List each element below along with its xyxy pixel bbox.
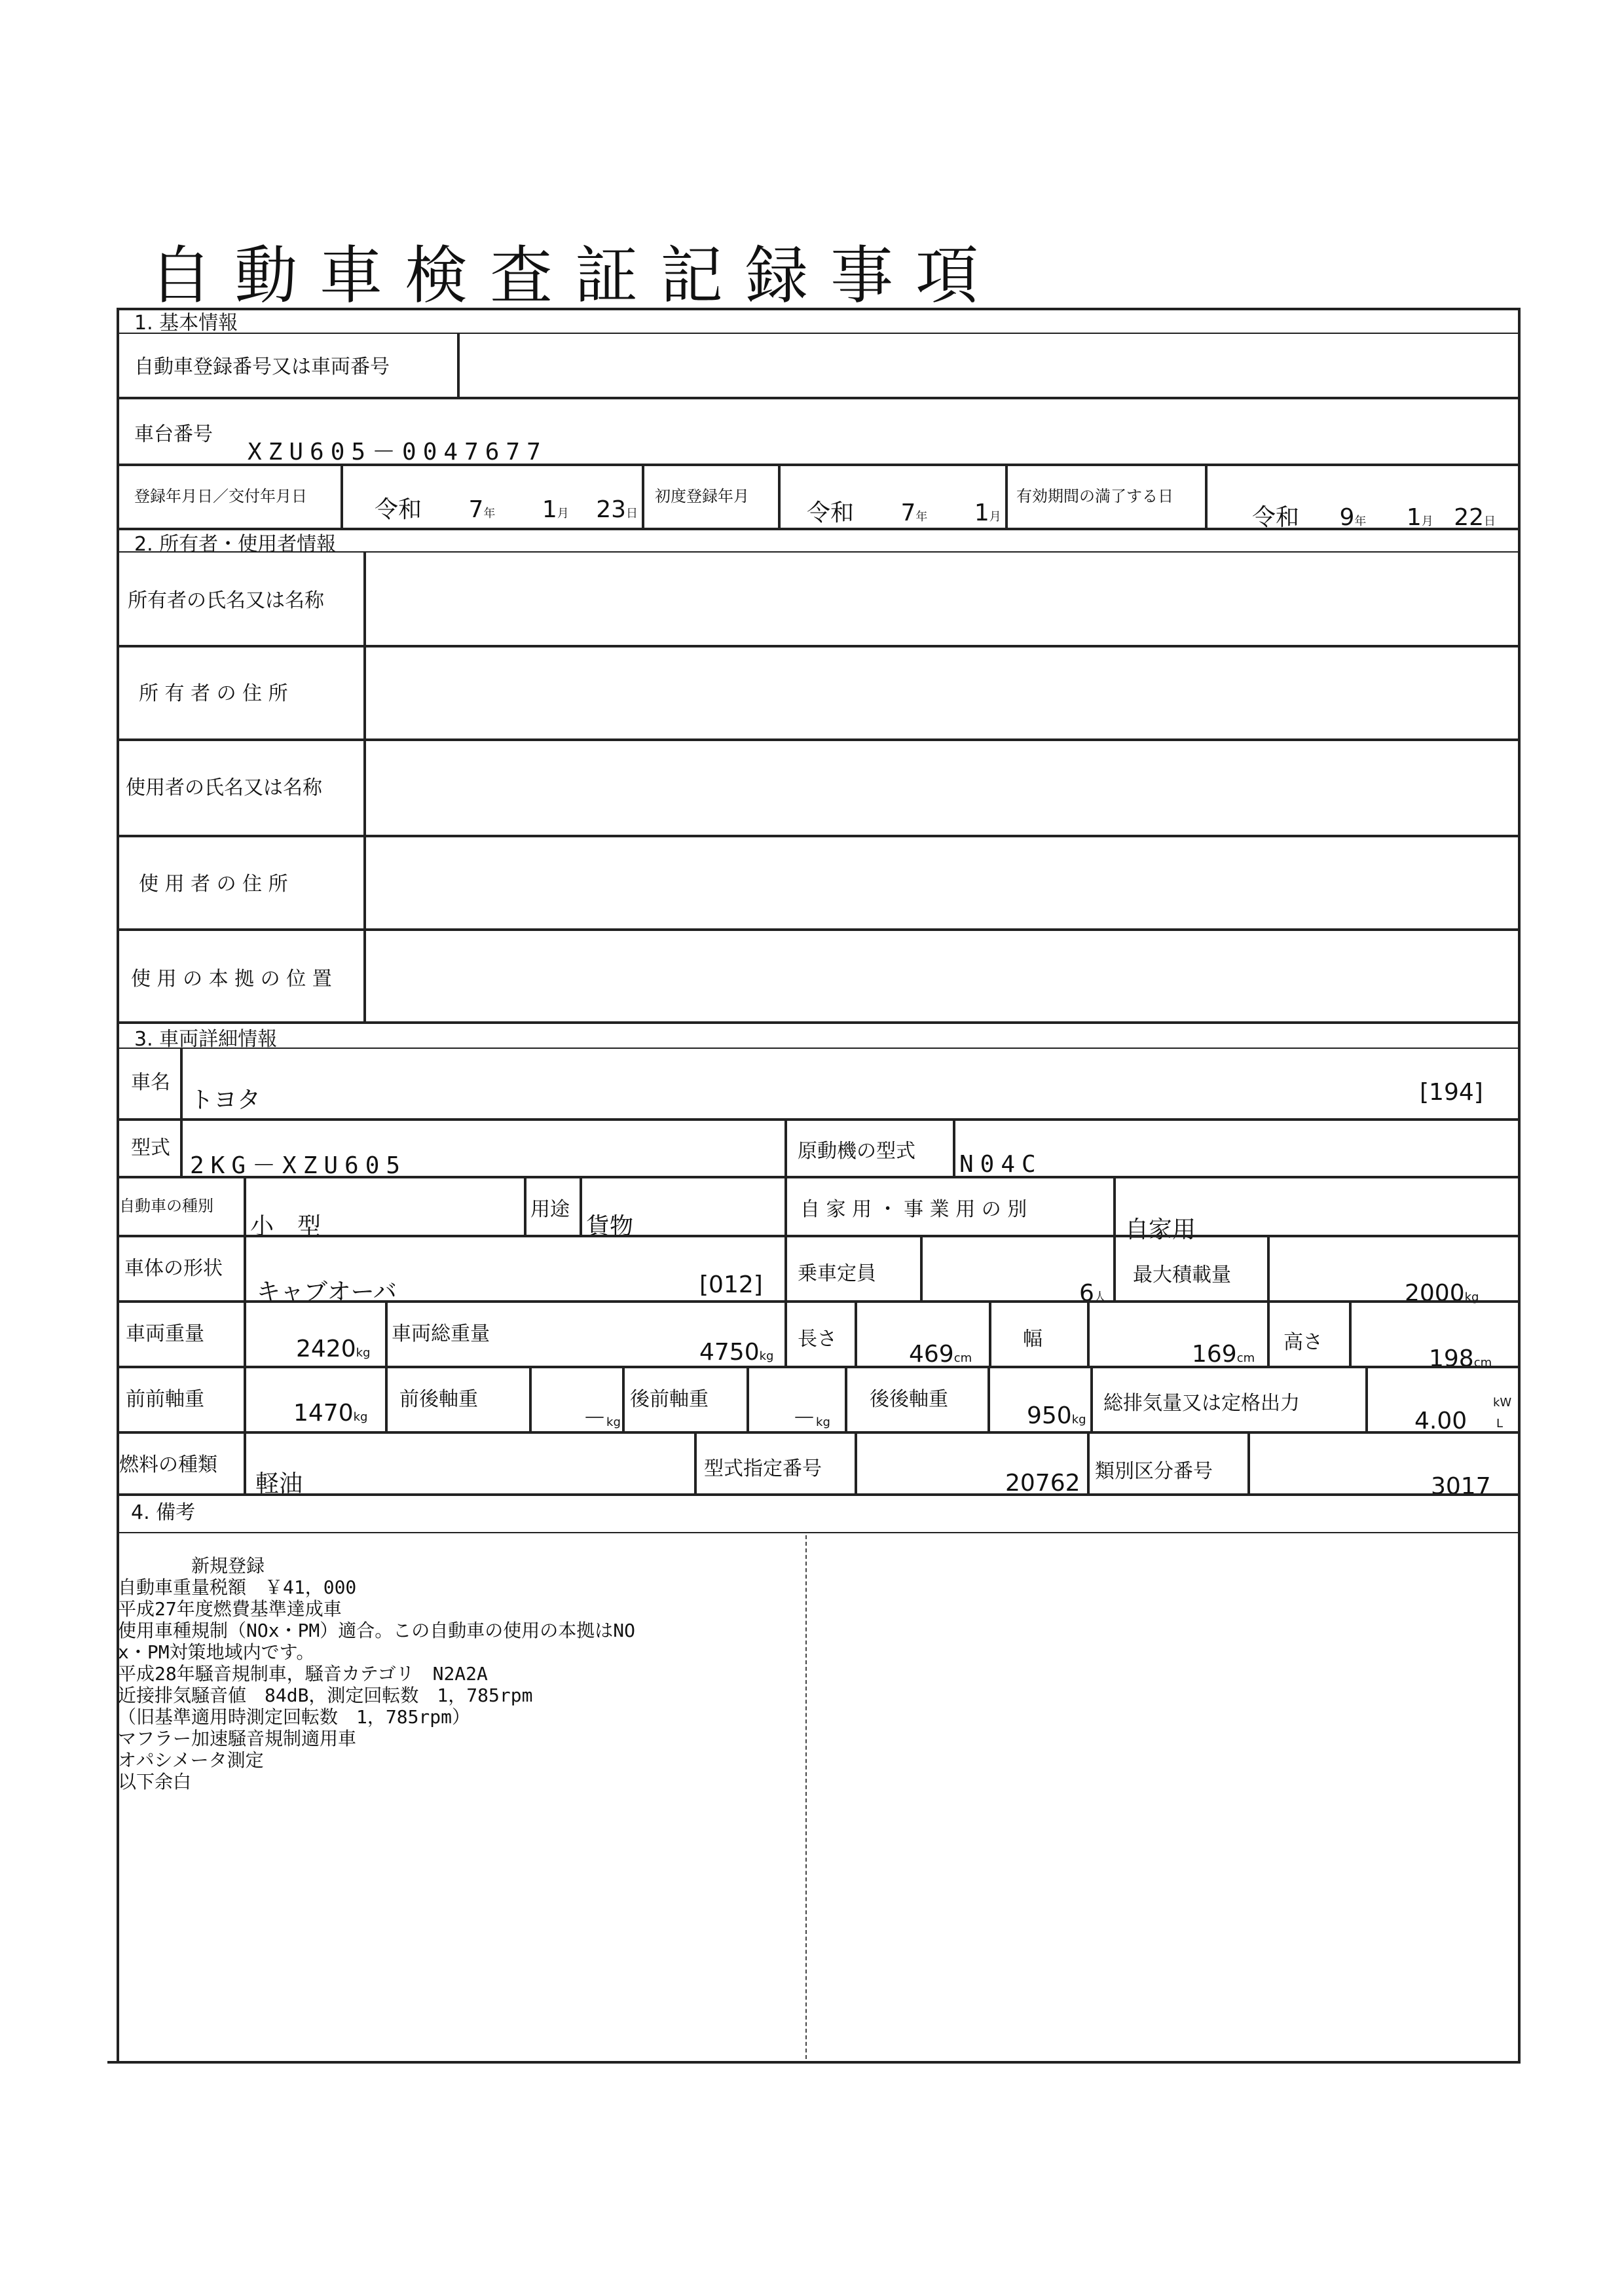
rule	[457, 333, 460, 398]
cm-unit: cm	[953, 1351, 972, 1365]
cm-unit: cm	[1236, 1351, 1255, 1365]
make-value: トヨタ	[190, 1087, 261, 1114]
gross-weight-label: 車両総重量	[392, 1322, 490, 1345]
fuel-label: 燃料の種類	[119, 1453, 217, 1476]
rule	[987, 1366, 990, 1431]
private-value: 自家用	[1125, 1216, 1196, 1243]
front-rear-axle-number: －	[583, 1405, 607, 1432]
capacity-unit: 人	[1094, 1290, 1106, 1304]
reg-date-label: 登録年月日／交付年月日	[134, 487, 307, 505]
base-location-label: 使 用 の 本 拠 の 位 置	[131, 968, 332, 991]
rule	[1087, 1300, 1090, 1366]
rule	[845, 1366, 847, 1431]
rule	[524, 1176, 526, 1236]
unit-month: 月	[1421, 515, 1433, 528]
rule	[747, 1366, 749, 1431]
rule	[117, 464, 1521, 466]
user-name-label: 使用者の氏名又は名称	[126, 776, 322, 799]
engine-value: N04C	[959, 1151, 1043, 1178]
kind-label: 自動車の種別	[119, 1197, 213, 1215]
liter-unit: L	[1496, 1417, 1504, 1430]
rule	[529, 1366, 532, 1431]
rule	[244, 1366, 246, 1431]
remarks-line: オパシメータ測定	[118, 1749, 264, 1771]
first-reg-label: 初度登録年月	[655, 487, 749, 505]
length-number: 469	[909, 1341, 954, 1368]
rule	[117, 551, 1521, 553]
rule	[855, 1300, 857, 1366]
kg-unit: kg	[1071, 1413, 1086, 1427]
front-rear-axle-value	[583, 1400, 621, 1433]
weight-label: 車両重量	[126, 1322, 204, 1345]
front-front-axle-number: 1470	[293, 1400, 354, 1427]
rule	[1005, 464, 1008, 529]
class-number-value: 3017	[1431, 1473, 1491, 1500]
rear-front-axle-number: －	[792, 1405, 817, 1432]
unit-month: 月	[989, 510, 1001, 524]
rule	[117, 1431, 1521, 1434]
kg-unit: kg	[606, 1415, 621, 1429]
rule	[1349, 1300, 1352, 1366]
gross-weight-number: 4750	[699, 1339, 760, 1366]
first-reg-year: 7	[900, 500, 916, 526]
rule	[1205, 464, 1208, 529]
displacement-label: 総排気量又は定格出力	[1103, 1392, 1300, 1415]
reg-number-label: 自動車登録番号又は車両番号	[134, 355, 390, 378]
rule	[1090, 1366, 1093, 1431]
rule	[341, 464, 343, 529]
section-owner-header: 2. 所有者・使用者情報	[134, 533, 337, 556]
kg-unit: kg	[356, 1346, 371, 1360]
length-label: 長さ	[798, 1328, 837, 1351]
kw-unit: kW	[1493, 1396, 1512, 1410]
use-value: 貨物	[586, 1213, 634, 1240]
remarks-line: マフラー加速騒音規制適用車	[118, 1728, 357, 1749]
type-number-value: 20762	[1005, 1470, 1080, 1497]
rule	[244, 1176, 246, 1236]
kg-unit: kg	[759, 1349, 774, 1363]
rule	[989, 1300, 991, 1366]
rear-rear-axle-value	[1027, 1402, 1086, 1429]
rule	[784, 1176, 787, 1236]
remarks-line: （旧基準適用時測定回転数 1，785rpm）	[118, 1706, 471, 1728]
class-number-label: 類別区分番号	[1095, 1460, 1213, 1483]
type-number-label: 型式指定番号	[704, 1457, 822, 1480]
rule	[1267, 1300, 1270, 1366]
remarks-line: 以下余白	[118, 1771, 192, 1793]
displacement-value: 4.00	[1414, 1408, 1467, 1434]
capacity-label: 乗車定員	[798, 1262, 876, 1285]
model-value: 2KG－XZU605	[190, 1152, 407, 1179]
rule	[117, 1300, 1521, 1303]
make-code: [194]	[1420, 1079, 1483, 1106]
rule	[117, 1118, 1521, 1121]
frame-top	[117, 308, 1521, 310]
fuel-value: 軽油	[255, 1470, 303, 1497]
unit-year: 年	[1354, 515, 1367, 528]
front-front-axle-label: 前前軸重	[126, 1388, 204, 1411]
first-reg-value	[807, 494, 1001, 528]
cm-unit: cm	[1473, 1356, 1492, 1370]
chassis-value: XZU605－0047677	[248, 439, 547, 465]
remarks-line: x・PM対策地域内です。	[118, 1641, 315, 1663]
body-label: 車体の形状	[124, 1257, 223, 1280]
rule	[180, 1048, 183, 1120]
rule	[784, 1235, 787, 1302]
capacity-number: 6	[1079, 1280, 1094, 1307]
height-number: 198	[1429, 1345, 1474, 1372]
rule	[784, 1300, 787, 1366]
rule	[385, 1366, 388, 1431]
make-label: 車名	[131, 1071, 170, 1094]
reg-date-value	[375, 491, 638, 524]
kg-unit: kg	[816, 1415, 830, 1429]
kind-value: 小 型	[250, 1213, 322, 1240]
rule	[244, 1235, 246, 1302]
rule	[117, 1176, 1521, 1178]
rule	[180, 1118, 183, 1177]
rule	[385, 1300, 388, 1366]
rule	[1113, 1235, 1116, 1302]
remarks-line: 近接排気騒音値 84dB，測定回転数 1，785rpm	[118, 1685, 533, 1706]
rule	[244, 1431, 246, 1493]
rule	[778, 464, 781, 529]
rule	[117, 928, 1521, 931]
width-number: 169	[1192, 1341, 1237, 1368]
rear-rear-axle-label: 後後軸重	[870, 1388, 948, 1411]
rule	[117, 1493, 1521, 1496]
rule	[1267, 1235, 1270, 1302]
rule	[117, 397, 1521, 399]
expiry-era: 令和	[1252, 504, 1300, 531]
reg-date-day: 23	[596, 496, 626, 523]
rule	[1365, 1366, 1368, 1431]
rule	[1247, 1431, 1250, 1493]
rule	[1113, 1176, 1116, 1236]
rule	[117, 738, 1521, 741]
rule	[117, 645, 1521, 647]
rule	[622, 1366, 625, 1431]
width-label: 幅	[1023, 1328, 1043, 1351]
private-label: 自 家 用 ・ 事 業 用 の 別	[800, 1198, 1027, 1221]
section-basic-header: 1. 基本情報	[134, 312, 238, 335]
chassis-label: 車台番号	[134, 423, 213, 446]
remarks-line: 使用車種規制（NOx・PM）適合。この自動車の使用の本拠はNO	[118, 1620, 636, 1641]
rule	[117, 835, 1521, 837]
remarks-list	[118, 1555, 635, 1793]
rule	[784, 1118, 787, 1177]
rear-front-axle-label: 後前軸重	[630, 1388, 709, 1411]
remarks-line: 新規登録	[118, 1555, 265, 1576]
engine-label: 原動機の型式	[798, 1140, 915, 1163]
rear-rear-axle-number: 950	[1027, 1402, 1072, 1429]
kg-unit: kg	[353, 1410, 368, 1424]
first-reg-month: 1	[974, 500, 989, 526]
unit-day: 日	[626, 507, 638, 520]
rule	[855, 1431, 857, 1493]
rule	[642, 464, 644, 529]
weight-number: 2420	[296, 1336, 356, 1362]
rule	[920, 1235, 923, 1302]
expiry-day: 22	[1454, 504, 1484, 531]
kg-unit: kg	[1464, 1290, 1479, 1304]
length-value	[909, 1341, 972, 1368]
remarks-line: 平成28年騒音規制車，騒音カテゴリ N2A2A	[118, 1663, 488, 1685]
section-vehicle-header: 3. 車両詳細情報	[134, 1028, 278, 1051]
rule	[117, 1021, 1521, 1024]
unit-year: 年	[483, 507, 496, 520]
weight-value	[296, 1336, 370, 1362]
owner-address-label: 所 有 者 の 住 所	[139, 682, 288, 705]
body-value: キャブオーバ	[257, 1279, 397, 1305]
front-rear-axle-label: 前後軸重	[399, 1388, 478, 1411]
rule	[117, 1532, 1521, 1533]
unit-day: 日	[1484, 515, 1496, 528]
height-label: 高さ	[1283, 1331, 1323, 1354]
reg-date-month: 1	[542, 496, 557, 523]
frame-left	[117, 308, 119, 2062]
use-label: 用途	[530, 1198, 570, 1221]
owner-name-label: 所有者の氏名又は名称	[128, 589, 324, 612]
remarks-line: 平成27年度燃費基準達成車	[118, 1598, 342, 1620]
rule	[117, 1048, 1521, 1049]
body-code: [012]	[699, 1271, 763, 1298]
max-load-label: 最大積載量	[1133, 1264, 1231, 1286]
remarks-line: 自動車重量税額 ￥41，000	[118, 1576, 357, 1598]
section-remarks-header: 4. 備考	[131, 1501, 196, 1524]
reg-date-year: 7	[468, 496, 484, 523]
unit-month: 月	[557, 507, 569, 520]
model-label: 型式	[131, 1137, 170, 1159]
rule	[363, 551, 366, 1021]
rule	[117, 1366, 1521, 1368]
rule	[117, 333, 1521, 334]
frame-right	[1518, 308, 1521, 2062]
rule	[1087, 1431, 1090, 1493]
frame-bottom	[107, 2061, 1521, 2064]
remarks-divider	[805, 1535, 807, 2059]
expiry-label: 有効期間の満了する日	[1016, 487, 1173, 505]
user-address-label: 使 用 者 の 住 所	[139, 873, 288, 896]
reg-date-era: 令和	[375, 496, 422, 523]
first-reg-era: 令和	[807, 500, 855, 526]
rule	[694, 1431, 697, 1493]
document-title: 自動車検査証記録事項	[149, 239, 1001, 312]
max-load-number: 2000	[1405, 1280, 1465, 1307]
expiry-year: 9	[1339, 504, 1355, 531]
rule	[953, 1118, 955, 1177]
front-front-axle-value	[293, 1400, 367, 1427]
expiry-month: 1	[1406, 504, 1422, 531]
rule	[244, 1300, 246, 1366]
width-value	[1192, 1341, 1255, 1368]
gross-weight-value	[699, 1339, 773, 1366]
rule	[580, 1176, 582, 1236]
rule	[117, 1235, 1521, 1237]
rear-front-axle-value	[792, 1400, 830, 1433]
unit-year: 年	[915, 510, 928, 524]
